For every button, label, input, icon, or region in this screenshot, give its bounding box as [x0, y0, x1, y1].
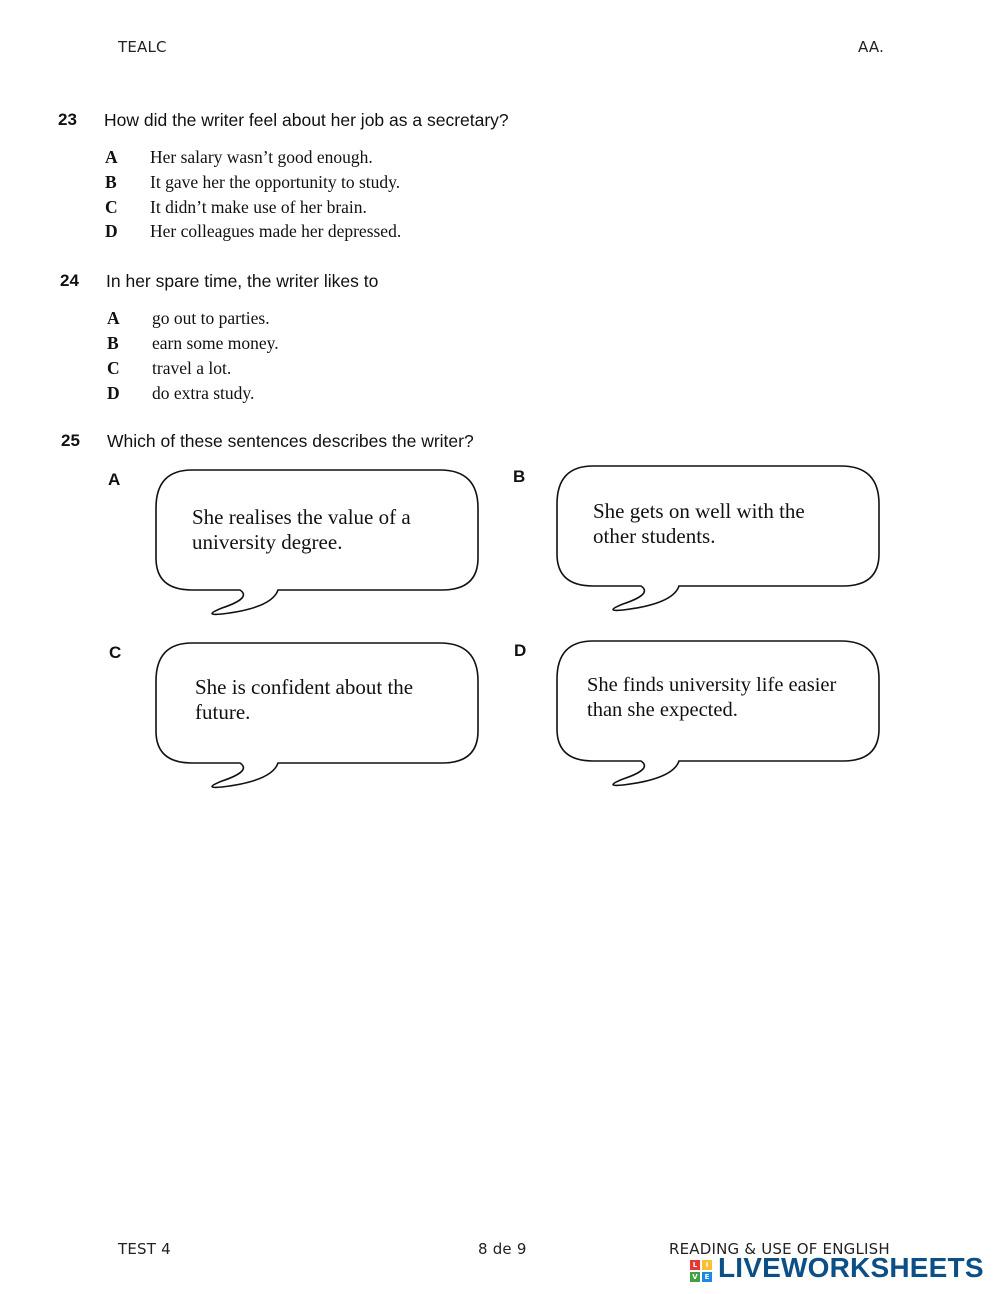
option-letter: B: [107, 333, 119, 353]
option-text: Her salary wasn’t good enough.: [150, 147, 373, 167]
option-text: It didn’t make use of her brain.: [150, 197, 367, 217]
bubble-line-1: She is confident about the: [195, 675, 414, 699]
option-24-c: [107, 358, 607, 383]
bubble-line-1: She realises the value of a: [192, 505, 411, 529]
question-number: 23: [58, 110, 77, 129]
speech-bubble-a: [152, 468, 482, 628]
option-24-d: [107, 383, 607, 408]
question-text: Which of these sentences describes the writer?: [107, 431, 474, 451]
logo-grid-icon: [690, 1260, 712, 1282]
question-number: 25: [61, 431, 80, 450]
speech-bubble-c: [152, 641, 482, 801]
bubble-line-2: than she expected.: [587, 699, 738, 721]
footer-page-number: 8 de 9: [478, 1240, 527, 1258]
logo-cell-v: V: [690, 1272, 700, 1282]
bubble-letter-b: B: [513, 467, 526, 486]
option-text: Her colleagues made her depressed.: [150, 221, 402, 241]
question-text: How did the writer feel about her job as a secretary?: [104, 110, 509, 130]
footer-left: TEST 4: [118, 1240, 171, 1258]
option-text: earn some money.: [152, 333, 279, 353]
bubble-line-2: other students.: [593, 524, 716, 548]
option-letter: A: [105, 147, 118, 167]
option-23-c: [105, 197, 605, 222]
option-text: travel a lot.: [152, 358, 232, 378]
option-letter: C: [105, 197, 118, 217]
option-text: It gave her the opportunity to study.: [150, 172, 401, 192]
option-24-b: [107, 333, 607, 358]
logo-cell-i: I: [702, 1260, 712, 1270]
bubble-line-1: She gets on well with the: [593, 499, 805, 523]
bubble-letter-a: A: [108, 470, 121, 489]
option-text: do extra study.: [152, 383, 255, 403]
header-right: AA.: [858, 38, 885, 56]
option-23-b: [105, 172, 605, 197]
bubble-line-2: future.: [195, 700, 251, 724]
logo-cell-l: L: [690, 1260, 700, 1270]
header-left: TEALC: [118, 38, 167, 56]
footer-right: READING & USE OF ENGLISH: [669, 1240, 890, 1258]
option-letter: A: [107, 308, 120, 328]
option-23-a: [105, 147, 605, 172]
speech-bubble-b: [553, 464, 883, 624]
bubble-line-2: university degree.: [192, 530, 343, 554]
logo-cell-e: E: [702, 1272, 712, 1282]
bubble-letter-c: C: [109, 643, 122, 662]
option-letter: D: [107, 383, 120, 403]
option-24-a: [107, 308, 607, 333]
option-text: go out to parties.: [152, 308, 270, 328]
question-number: 24: [60, 271, 79, 290]
option-letter: D: [105, 221, 118, 241]
option-letter: C: [107, 358, 120, 378]
bubble-line-1: She finds university life easier: [587, 674, 837, 696]
logo-text: LIVEWORKSHEETS: [718, 1252, 984, 1283]
bubble-letter-d: D: [514, 641, 527, 660]
option-23-d: [105, 221, 605, 246]
option-letter: B: [105, 172, 117, 192]
speech-bubble-d: [553, 639, 883, 799]
question-text: In her spare time, the writer likes to: [106, 271, 379, 291]
